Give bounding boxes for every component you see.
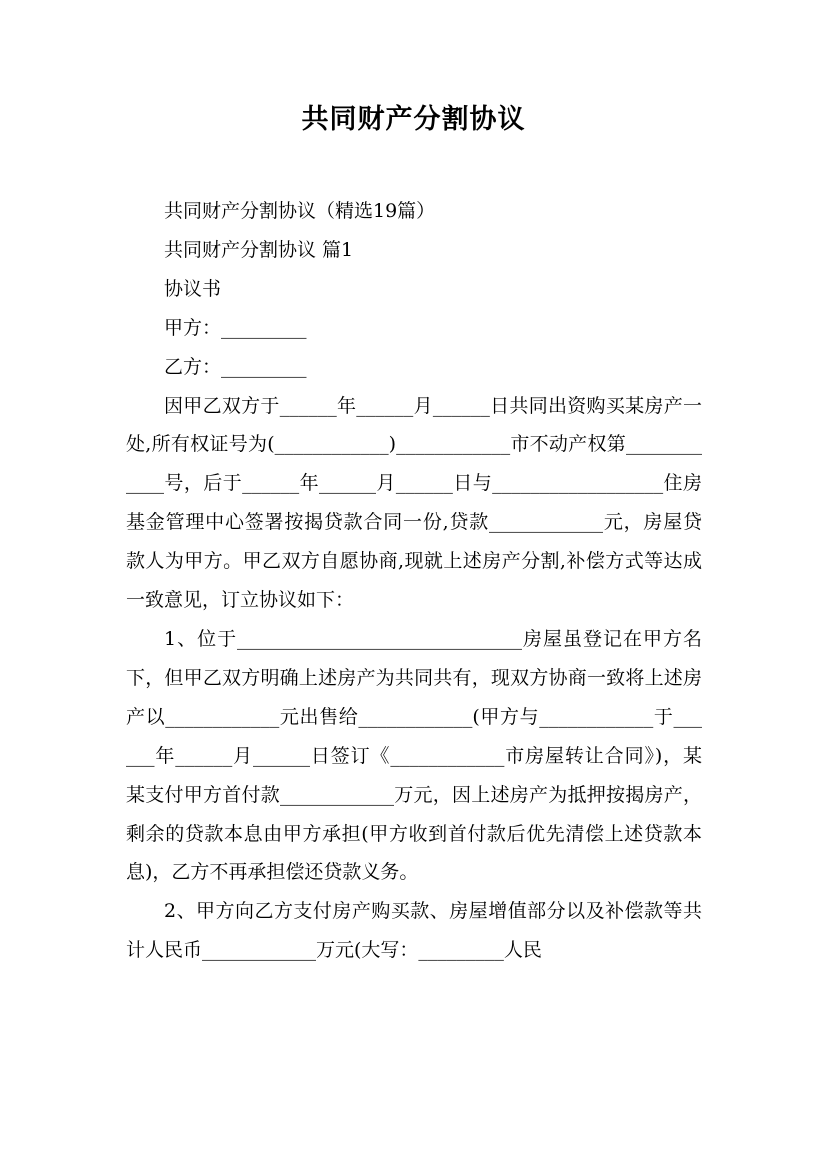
paragraph-agreement-label: 协议书: [164, 277, 222, 300]
paragraph-heading-article-1: 共同财产分割协议 篇1: [164, 238, 354, 261]
paragraph-party-a: 甲方：_________: [164, 316, 307, 339]
document-body: [126, 192, 702, 970]
paragraph-heading-collection: 共同财产分割协议（精选19篇）: [164, 200, 436, 222]
paragraph-clause-1: 1、位于______________________________房屋虽登记在甲方名下，但甲乙双方明确上述房产为共同共有，现双方协商一致将上述房产以____________元出售给____________(甲方与____________于______年______月______日签订《____________市房屋转让合同》)，某某支付甲方首付款____________万元，因上述房产为抵押按揭房产，剩余的贷款本息由甲方承担(甲方收到首付款后优先清偿上述贷款本息)，乙方不再承担偿还贷款义务。: [126, 627, 702, 884]
paragraph-preamble: 因甲乙双方于______年______月______日共同出资购买某房产一处,所有权证号为(____________)____________市不动产权第____________号，后于______年______月______日与__________________住房基金管理中心签署按揭贷款合同一份,贷款____________元，房屋贷款人为甲方。甲乙双方自愿协商,现就上述房产分割,补偿方式等达成一致意见，订立协议如下：: [126, 394, 702, 612]
paragraph-party-b: 乙方：_________: [164, 355, 307, 378]
document-title: 共同财产分割协议: [301, 104, 526, 135]
paragraph-clause-2: 2、甲方向乙方支付房产购买款、房屋增值部分以及补偿款等共计人民币____________万元(大写：_________人民: [126, 900, 702, 962]
